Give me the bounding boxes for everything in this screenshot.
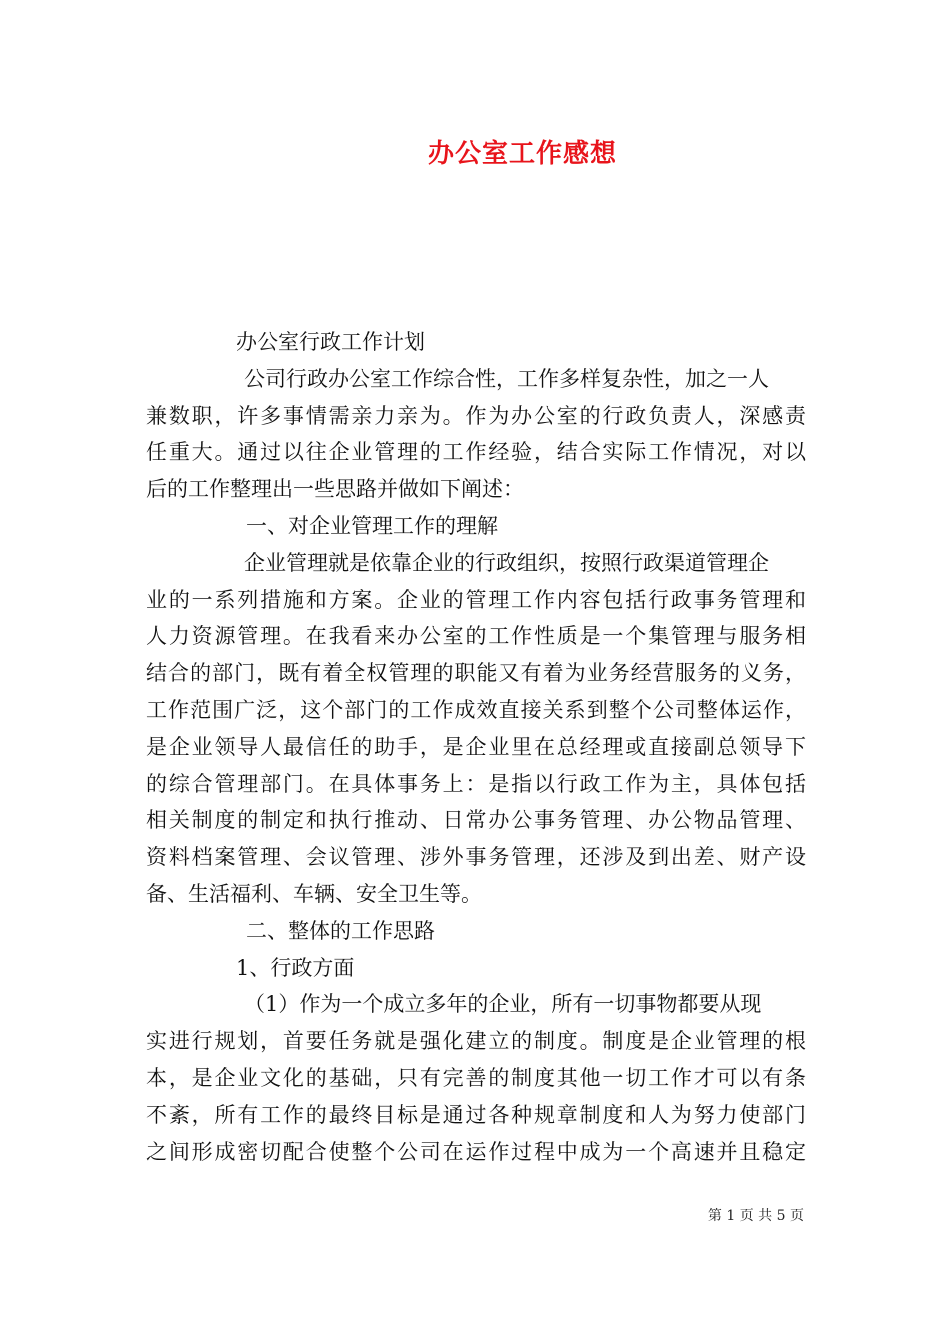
paragraph-line: 是企业领导人最信任的助手，是企业里在总经理或直接副总领导下: [146, 734, 806, 759]
paragraph-line: 企业管理就是依靠企业的行政组织，按照行政渠道管理企: [244, 550, 769, 575]
paragraph-line: 资料档案管理、会议管理、涉外事务管理，还涉及到出差、财产设: [146, 845, 806, 870]
paragraph-line: 不紊，所有工作的最终目标是通过各种规章制度和人为努力使部门: [146, 1102, 806, 1127]
paragraph-line: 结合的部门，既有着全权管理的职能又有着为业务经营服务的义务，: [146, 661, 806, 686]
paragraph-line: 实进行规划，首要任务就是强化建立的制度。制度是企业管理的根: [146, 1029, 806, 1054]
paragraph-line: 兼数职，许多事情需亲力亲为。作为办公室的行政负责人，深感责: [146, 403, 806, 428]
paragraph-line: （1）作为一个成立多年的企业，所有一切事物都要从现: [244, 992, 762, 1017]
section-heading: 二、整体的工作思路: [246, 918, 435, 943]
paragraph-line: 备、生活福利、车辆、安全卫生等。: [146, 881, 482, 906]
paragraph-line: 人力资源管理。在我看来办公室的工作性质是一个集管理与服务相: [146, 624, 806, 649]
document-subtitle: 办公室行政工作计划: [236, 330, 425, 354]
paragraph-line: 的综合管理部门。在具体事务上：是指以行政工作为主，具体包括: [146, 771, 806, 796]
paragraph-line: 任重大。通过以往企业管理的工作经验，结合实际工作情况，对以: [146, 440, 806, 465]
paragraph-line: 之间形成密切配合使整个公司在运作过程中成为一个高速并且稳定: [146, 1139, 806, 1164]
document-body: [146, 324, 806, 1170]
paragraph-line: 本，是企业文化的基础，只有完善的制度其他一切工作才可以有条: [146, 1065, 806, 1090]
subsection-heading: 1、行政方面: [236, 955, 355, 980]
paragraph-line: 后的工作整理出一些思路并做如下阐述：: [146, 477, 524, 502]
paragraph-line: 公司行政办公室工作综合性，工作多样复杂性，加之一人: [244, 366, 769, 391]
paragraph-line: 工作范围广泛，这个部门的工作成效直接关系到整个公司整体运作，: [146, 697, 806, 722]
document-title: 办公室工作感想: [427, 139, 617, 169]
page-number-footer: 第 1 页 共 5 页: [707, 1208, 804, 1224]
paragraph-line: 业的一系列措施和方案。企业的管理工作内容包括行政事务管理和: [146, 587, 806, 612]
paragraph-line: 相关制度的制定和执行推动、日常办公事务管理、办公物品管理、: [146, 808, 806, 833]
section-heading: 一、对企业管理工作的理解: [246, 513, 498, 538]
